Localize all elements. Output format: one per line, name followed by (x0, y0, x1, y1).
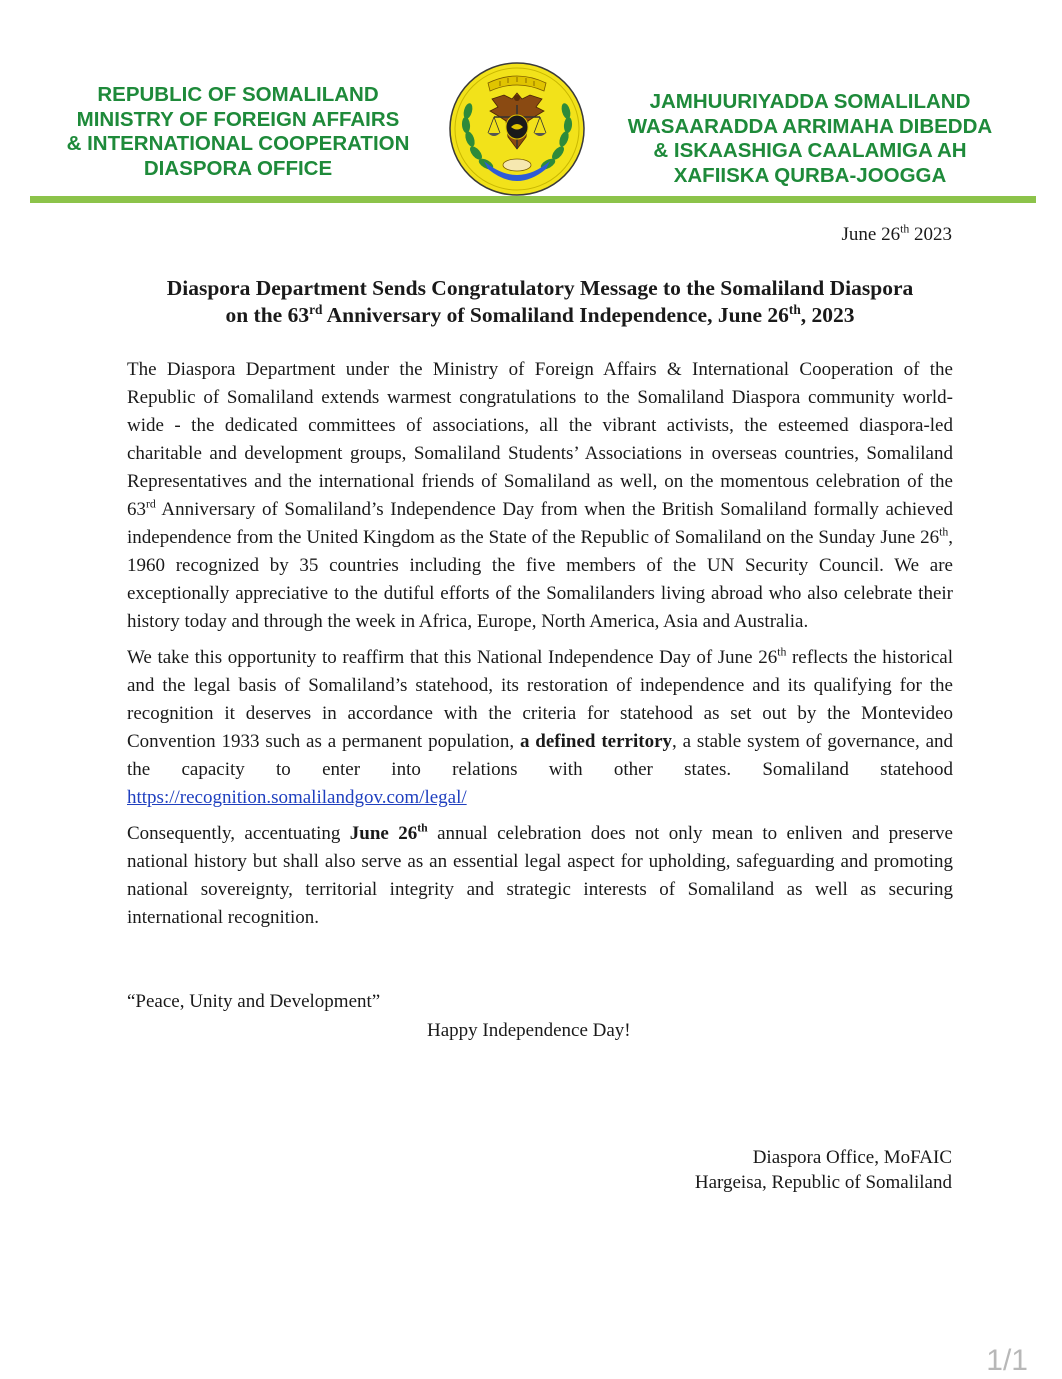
title-text: on the 63 (225, 303, 310, 327)
paragraph-text: reflects the historical and the legal basis of Somaliland’s statehood, its restoration of independence and its qualifying for the recognition it deserves in accordance with the criteria for statehood as set out by the Montevideo Convention 1933 such as a permanent population, (127, 647, 953, 752)
header-english-line: REPUBLIC OF SOMALILAND (97, 83, 379, 106)
ordinal-suffix: th (939, 525, 949, 539)
header-somali-line: & ISKAASHIGA CAALAMIGA AH (653, 139, 967, 162)
paragraph-text: The Diaspora Department under the Ministry of Foreign Affairs & International Cooperation of the Republic of Somaliland extends warmest congratulations to the Somaliland Diaspora community world-wide - the dedicated committees of associations, all the vibrant activists, the esteemed diaspora-led charitable and development groups, Somaliland Students’ Associations in overseas countries, Somaliland Representatives and the international friends of Somaliland as well, on the momentous celebration of the 63 (127, 359, 953, 520)
header-divider (30, 196, 1036, 203)
header-english-line: MINISTRY OF FOREIGN AFFAIRS (76, 107, 400, 131)
signature-line: Diaspora Office, MoFAIC (752, 1147, 952, 1168)
paragraph-text: Consequently, accentuating (127, 823, 350, 844)
ordinal-suffix: rd (146, 497, 156, 511)
date-year: 2023 (909, 224, 952, 245)
ordinal-suffix: th (777, 645, 787, 659)
bold-phrase (350, 823, 428, 844)
greeting: Happy Independence Day! (427, 1020, 631, 1041)
letter-date (842, 224, 952, 246)
somaliland-coat-of-arms-icon (448, 61, 586, 197)
header-somali-line: JAMHUURIYADDA SOMALILAND (649, 90, 971, 113)
title-suffix: rd (309, 301, 323, 317)
header-somali-block (610, 90, 1010, 188)
header-english-line: & INTERNATIONAL COOPERATION (66, 132, 410, 155)
signature-block (695, 1145, 952, 1195)
paragraph-text: We take this opportunity to reaffirm that this National Independence Day of June 26 (127, 647, 778, 668)
paragraph-consequently (127, 820, 953, 932)
date-text: June 26 (841, 224, 901, 245)
header-english-line: DIASPORA OFFICE (143, 156, 333, 180)
header-english-block (40, 83, 436, 181)
header-somali-line: XAFIISKA QURBA-JOOGGA (673, 163, 947, 187)
recognition-link[interactable]: https://recognition.somalilandgov.com/legal/ (127, 787, 467, 808)
page-indicator: 1/1 (986, 1344, 1028, 1377)
header-somali-line: WASAARADDA ARRIMAHA DIBEDDA (627, 114, 993, 138)
paragraph-text: Anniversary of Somaliland’s Independence Day from when the British Somaliland formally achieved independence from the United Kingdom as the State of the Republic of Somaliland on the Sunday June 26 (127, 499, 953, 548)
title-text: , 2023 (800, 303, 855, 327)
signature-line: Hargeisa, Republic of Somaliland (694, 1172, 952, 1193)
title-line-2 (80, 302, 1000, 329)
paragraph-congratulations (127, 356, 953, 636)
document-title (80, 275, 1000, 329)
letter-body (127, 356, 953, 940)
bold-phrase: a defined territory (519, 731, 673, 752)
paragraph-text: , 1960 recognized by 35 countries including the five members of the UN Security Council. We are exceptionally appreciative to the dutiful efforts of the Somalilanders living abroad who also celebrate their history today and through the week in Africa, Europe, North America, Asia and Australia. (127, 527, 953, 632)
paragraph-text: annual celebration does not only mean to enliven and preserve national history but shall also serve as an essential legal aspect for upholding, safeguarding and promoting national sovereignty, territorial integrity and strategic interests of Somaliland as well as securing international recognition. (127, 823, 953, 928)
title-line-1: Diaspora Department Sends Congratulatory Message to the Somaliland Diaspora (166, 276, 914, 300)
bold-date: June 26 (349, 823, 418, 844)
date-suffix: th (900, 222, 910, 236)
motto: “Peace, Unity and Development” (127, 991, 381, 1012)
title-suffix: th (788, 301, 801, 317)
paragraph-reaffirmation (127, 644, 953, 812)
ordinal-suffix: th (417, 821, 428, 835)
title-text: Anniversary of Somaliland Independence, June 26 (322, 303, 789, 327)
paragraph-text: , a stable system of governance, and the capacity to enter into relations with other states. Somaliland statehood (127, 731, 953, 780)
